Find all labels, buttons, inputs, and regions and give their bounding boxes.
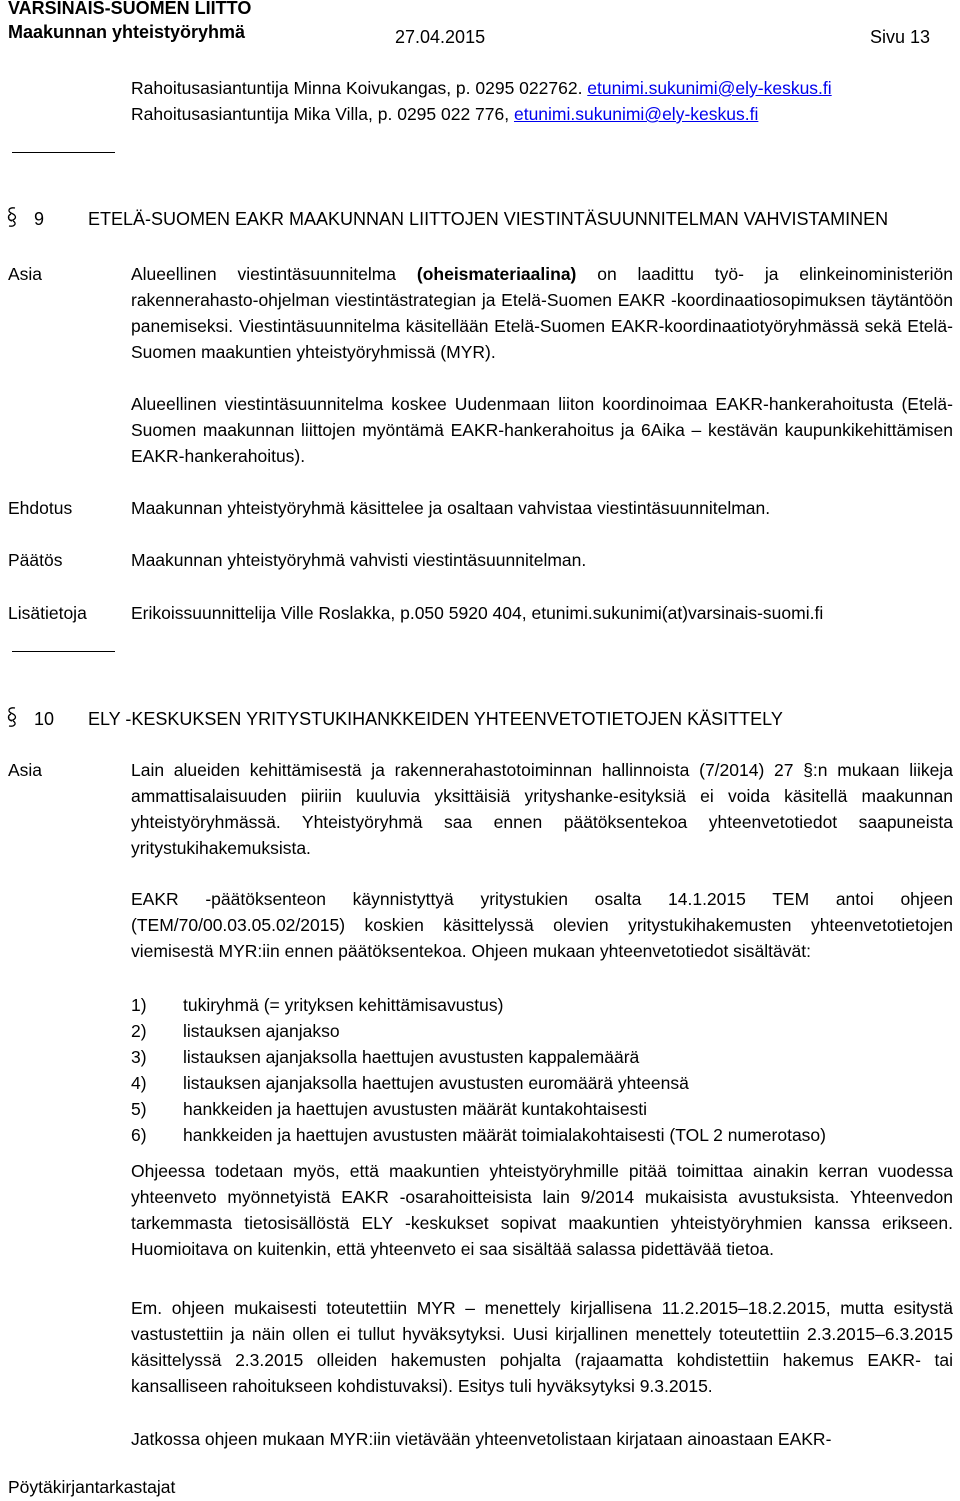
- ehdotus-text: Maakunnan yhteistyöryhmä käsittelee ja osaltaan vahvistaa viestintäsuunnitelman.: [131, 498, 771, 518]
- list-text: hankkeiden ja haettujen avustusten määrät toimialakohtaisesti (TOL 2 numerotaso): [183, 1125, 826, 1145]
- text-run: Alueellinen viestintäsuunnitelma: [131, 264, 417, 284]
- footer-signature-label: Pöytäkirjantarkastajat: [8, 1477, 176, 1497]
- section-title: ETELÄ-SUOMEN EAKR MAAKUNNAN LIITTOJEN VIESTINTÄSUUNNITELMAN VAHVISTAMINEN: [88, 209, 889, 229]
- asia-paragraph-2: Alueellinen viestintäsuunnitelma koskee Uudenmaan liiton koordinoimaa EAKR-hankerahoitusta (Etelä-Suomen maakunnan liittojen myöntämä EAKR-hankerahoitus ja 6Aika – kestävän kaupunkikehittämisen EAKR-hankerahoitus).: [131, 394, 953, 466]
- asia-label: Asia: [8, 264, 43, 284]
- section-number: 10: [34, 709, 55, 729]
- lisatietoja-text: Erikoissuunnittelija Ville Roslakka, p.050 5920 404, etunimi.sukunimi(at)varsinais-suomi.fi: [131, 603, 824, 623]
- list-text: listauksen ajanjaksolla haettujen avustusten kappalemäärä: [183, 1047, 640, 1067]
- section-title: ELY -KESKUKSEN YRITYSTUKIHANKKEIDEN YHTEENVETOTIETOJEN KÄSITTELY: [88, 709, 783, 729]
- asia-paragraph-1: Lain alueiden kehittämisestä ja rakennerahastotoiminnan hallinnoista (7/2014) 27 §:n mukaan liikeja ammattisalaisuuden piiriin kuuluvia yksittäisiä yrityshanke-esityksiä ei voida käsitellä maakunnan yhteistyöryhmässä. Yhteistyöryhmä saa ennen päätöksentekoa yhteenvetotiedot saapuneista yritystukihakemuksista.: [131, 760, 953, 858]
- bold-text: (oheismateriaalina): [416, 264, 577, 284]
- list-text: listauksen ajanjakso: [183, 1021, 340, 1041]
- list-item: [131, 1122, 953, 1148]
- contact-text: Rahoitusasiantuntija Minna Koivukangas, p. 0295 022762.: [131, 78, 588, 98]
- section-divider: [12, 651, 115, 652]
- list-text: tukiryhmä (= yrityksen kehittämisavustus): [183, 995, 504, 1015]
- list-number: 1): [131, 995, 147, 1015]
- section-number: 9: [34, 209, 45, 229]
- paatos-text: Maakunnan yhteistyöryhmä vahvisti viestintäsuunnitelman.: [131, 550, 587, 570]
- group-name: Maakunnan yhteistyöryhmä: [8, 22, 246, 42]
- asia-paragraph-4: Em. ohjeen mukaisesti toteutettiin MYR – menettely kirjallisena 11.2.2015–18.2.2015, mutta esitystä vastustettiin ja näin ollen ei tullut hyväksytyksi. Uusi kirjallinen menettely toteutettiin 2.3.2015–6.3.2015 käsittelyssä 2.3.2015 olleiden hakemusten pohjalta (rajaamatta kohdistettiin hakemus EAKR- tai kansalliseen rahoitukseen kohdistuvaksi). Esitys tuli hyväksytyksi 9.3.2015.: [131, 1298, 953, 1396]
- list-item: [131, 1044, 953, 1070]
- list-item: [131, 1096, 953, 1122]
- asia-paragraph-5: Jatkossa ohjeen mukaan MYR:iin vietävään yhteenvetolistaan kirjataan ainoastaan EAKR-: [131, 1429, 832, 1449]
- text-run: on laadittu työ- ja elinkeinoministeriön rakennerahasto-ohjelman viestintästrategian ja Etelä-Suomen EAKR -koordinaatiosopimuksen täytäntöön panemiseksi. Viestintäsuunnitelma käsitellään Etelä-Suomen EAKR-koordinaatiotyöryhmässä sekä Etelä-Suomen maakuntien yhteistyöryhmissä (MYR).: [131, 264, 953, 362]
- section-divider: [12, 152, 115, 153]
- list-item: [131, 1070, 953, 1096]
- list-item: [131, 992, 953, 1018]
- asia-paragraph-2: EAKR -päätöksenteon käynnistyttyä yritystukien osalta 14.1.2015 TEM antoi ohjeen (TEM/70/00.03.05.02/2015) koskien käsittelyssä olevien yritystukihakemusten yhteenvetotietojen viemisestä MYR:iin ennen päätöksentekoa. Ohjeen mukaan yhteenvetotiedot sisältävät:: [131, 889, 953, 961]
- asia-text: [131, 261, 953, 365]
- summary-items-list: [131, 992, 953, 1148]
- list-number: 2): [131, 1021, 147, 1041]
- list-number: 5): [131, 1099, 147, 1119]
- asia-paragraph: [131, 261, 953, 365]
- list-number: 4): [131, 1073, 147, 1093]
- lisatietoja-label: Lisätietoja: [8, 603, 87, 623]
- document-date: 27.04.2015: [395, 27, 486, 47]
- asia-label: Asia: [8, 760, 43, 780]
- list-text: listauksen ajanjaksolla haettujen avustusten euromäärä yhteensä: [183, 1073, 689, 1093]
- email-link[interactable]: etunimi.sukunimi@ely-keskus.fi: [513, 104, 759, 124]
- list-item: [131, 1018, 953, 1044]
- list-number: 6): [131, 1125, 147, 1145]
- section-mark-icon: [5, 706, 19, 728]
- asia-paragraph-3: Ohjeessa todetaan myös, että maakuntien yhteistyöryhmille pitää toimittaa ainakin kerran vuodessa yhteenveto myönnetyistä EAKR -osarahoitteisista lain 9/2014 mukaisista avustuksista. Yhteenvedon tarkemmasta tietosisällöstä ELY -keskukset sopivat maakuntien yhteistyöryhmien kanssa erikseen. Huomioitava on kuitenkin, että yhteenveto ei saa sisältää salassa pidettävää tietoa.: [131, 1161, 953, 1259]
- page-number: Sivu 13: [870, 27, 931, 47]
- contact-line: [131, 75, 832, 101]
- organization-name: VARSINAIS-SUOMEN LIITTO: [8, 0, 252, 18]
- list-text: hankkeiden ja haettujen avustusten määrät kuntakohtaisesti: [183, 1099, 648, 1119]
- ehdotus-label: Ehdotus: [8, 498, 73, 518]
- section-mark-icon: [5, 206, 19, 228]
- contact-text: Rahoitusasiantuntija Mika Villa, p. 0295 022 776,: [131, 104, 514, 124]
- paatos-label: Päätös: [8, 550, 63, 570]
- contact-list: [131, 75, 832, 127]
- list-number: 3): [131, 1047, 147, 1067]
- contact-line: [131, 101, 832, 127]
- email-link[interactable]: etunimi.sukunimi@ely-keskus.fi: [587, 78, 832, 98]
